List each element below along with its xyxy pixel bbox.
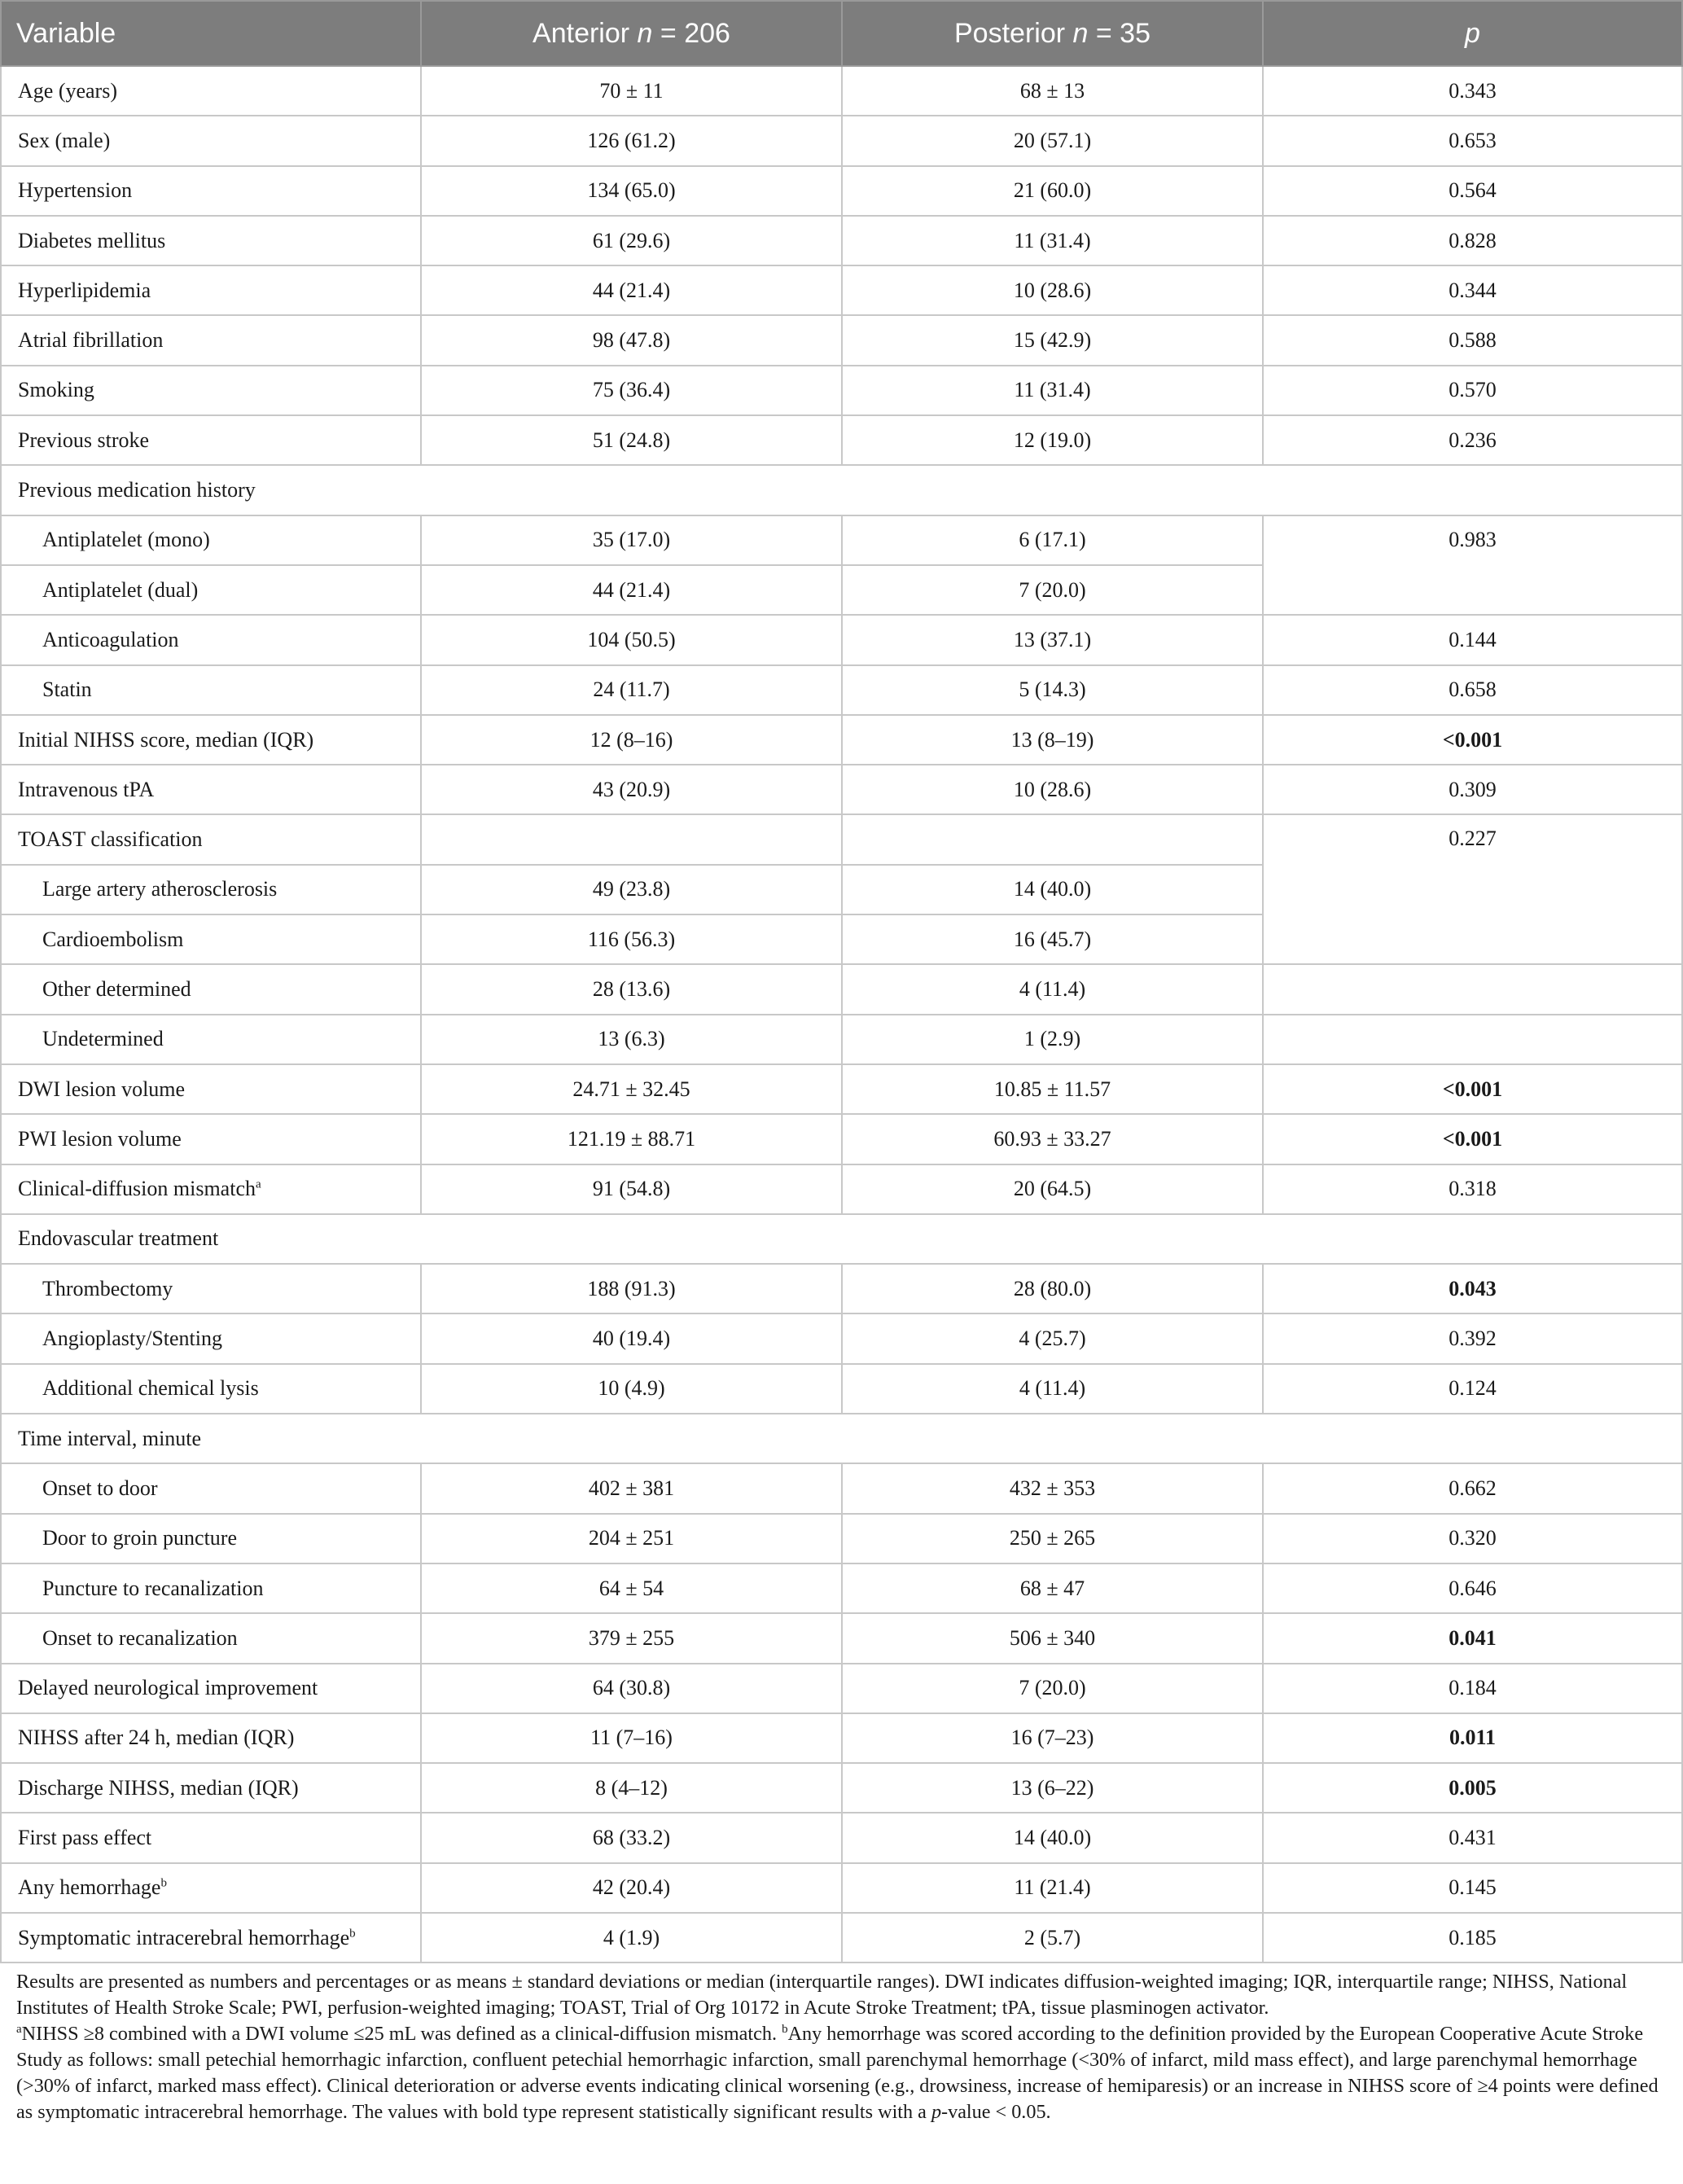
cell-posterior: 28 (80.0) <box>842 1264 1263 1313</box>
cell-posterior: 1 (2.9) <box>842 1015 1263 1064</box>
row-label: Cardioembolism <box>1 914 421 964</box>
cell-anterior: 44 (21.4) <box>421 265 842 315</box>
row-label: Intravenous tPA <box>1 765 421 814</box>
table-row <box>1 415 1682 465</box>
row-label: Antiplatelet (mono) <box>1 515 421 565</box>
table-row <box>1 765 1682 814</box>
row-label: Thrombectomy <box>1 1264 421 1313</box>
header-p-value: p <box>1263 1 1682 66</box>
row-label: Hypertension <box>1 166 421 216</box>
cell-posterior: 4 (11.4) <box>842 964 1263 1014</box>
header-row <box>1 1 1682 66</box>
table-row <box>1 315 1682 365</box>
cell-anterior <box>421 814 842 864</box>
header-posterior: Posterior n = 35 <box>842 1 1263 66</box>
cell-anterior: 188 (91.3) <box>421 1264 842 1313</box>
cell-posterior: 12 (19.0) <box>842 415 1263 465</box>
table-row <box>1 1613 1682 1663</box>
cell-posterior: 68 ± 47 <box>842 1563 1263 1613</box>
cell-p: 0.236 <box>1263 415 1682 465</box>
cell-anterior: 51 (24.8) <box>421 415 842 465</box>
cell-anterior: 44 (21.4) <box>421 565 842 615</box>
cell-anterior: 68 (33.2) <box>421 1813 842 1862</box>
cell-p: 0.658 <box>1263 665 1682 715</box>
table-row <box>1 1664 1682 1713</box>
cell-anterior: 204 ± 251 <box>421 1514 842 1563</box>
table-footnotes <box>16 1969 1661 2125</box>
row-label: Initial NIHSS score, median (IQR) <box>1 715 421 765</box>
header-anterior: Anterior n = 206 <box>421 1 842 66</box>
cell-posterior: 11 (31.4) <box>842 366 1263 415</box>
table-row <box>1 1114 1682 1164</box>
cell-anterior: 24 (11.7) <box>421 665 842 715</box>
table-row <box>1 1813 1682 1862</box>
cell-p: 0.392 <box>1263 1313 1682 1363</box>
cell-posterior: 16 (7–23) <box>842 1713 1263 1763</box>
cell-anterior: 134 (65.0) <box>421 166 842 216</box>
row-label: Previous stroke <box>1 415 421 465</box>
table-row <box>1 66 1682 116</box>
cell-anterior: 91 (54.8) <box>421 1164 842 1214</box>
cell-anterior: 49 (23.8) <box>421 865 842 914</box>
section-row <box>1 465 1682 515</box>
table-row <box>1 615 1682 664</box>
cell-p: 0.043 <box>1263 1264 1682 1313</box>
table-row <box>1 964 1682 1014</box>
cell-p: 0.662 <box>1263 1463 1682 1513</box>
cell-posterior: 15 (42.9) <box>842 315 1263 365</box>
row-label: TOAST classification <box>1 814 421 864</box>
table-row <box>1 366 1682 415</box>
cell-p: 0.144 <box>1263 615 1682 664</box>
row-label: First pass effect <box>1 1813 421 1862</box>
row-label: Any hemorrhage$^b$ <box>1 1863 421 1913</box>
table-row <box>1 116 1682 165</box>
cell-p: 0.184 <box>1263 1664 1682 1713</box>
cell-anterior: 64 (30.8) <box>421 1664 842 1713</box>
cell-anterior: 11 (7–16) <box>421 1713 842 1763</box>
row-label: Statin <box>1 665 421 715</box>
cell-p: 0.320 <box>1263 1514 1682 1563</box>
cell-anterior: 13 (6.3) <box>421 1015 842 1064</box>
cell-p <box>1263 964 1682 1014</box>
cell-posterior: 13 (37.1) <box>842 615 1263 664</box>
table-row <box>1 166 1682 216</box>
cell-p: <0.001 <box>1263 1064 1682 1114</box>
row-label: Discharge NIHSS, median (IQR) <box>1 1763 421 1813</box>
cell-anterior: 121.19 ± 88.71 <box>421 1114 842 1164</box>
cell-posterior: 6 (17.1) <box>842 515 1263 565</box>
cell-anterior: 402 ± 381 <box>421 1463 842 1513</box>
table-row <box>1 715 1682 765</box>
cell-posterior: 506 ± 340 <box>842 1613 1263 1663</box>
row-label: Clinical-diffusion mismatch$^a$ <box>1 1164 421 1214</box>
cell-p: 0.343 <box>1263 66 1682 116</box>
row-label: Diabetes mellitus <box>1 216 421 265</box>
table-row <box>1 1913 1682 1963</box>
cell-anterior: 35 (17.0) <box>421 515 842 565</box>
cell-posterior: 10 (28.6) <box>842 765 1263 814</box>
cell-posterior: 2 (5.7) <box>842 1913 1263 1963</box>
cell-posterior: 13 (6–22) <box>842 1763 1263 1813</box>
table-row <box>1 1514 1682 1563</box>
footnote-marker: a <box>255 1178 261 1191</box>
cell-posterior: 5 (14.3) <box>842 665 1263 715</box>
cell-anterior: 43 (20.9) <box>421 765 842 814</box>
table-row <box>1 1763 1682 1813</box>
cell-posterior: 13 (8–19) <box>842 715 1263 765</box>
table-row <box>1 1563 1682 1613</box>
row-label: NIHSS after 24 h, median (IQR) <box>1 1713 421 1763</box>
cell-anterior: 70 ± 11 <box>421 66 842 116</box>
footnote-marker: b <box>160 1876 167 1890</box>
cell-anterior: 75 (36.4) <box>421 366 842 415</box>
row-label: Delayed neurological improvement <box>1 1664 421 1713</box>
cell-posterior: 11 (21.4) <box>842 1863 1263 1913</box>
cell-p: 0.344 <box>1263 265 1682 315</box>
table-row <box>1 265 1682 315</box>
row-label: Age (years) <box>1 66 421 116</box>
row-label: Onset to door <box>1 1463 421 1513</box>
cell-posterior: 20 (57.1) <box>842 116 1263 165</box>
cell-posterior: 68 ± 13 <box>842 66 1263 116</box>
cell-p: 0.124 <box>1263 1364 1682 1414</box>
table-row <box>1 1863 1682 1913</box>
cell-p: 0.570 <box>1263 366 1682 415</box>
footnote-ab: $^a$NIHSS ≥8 combined with a DWI volume ≤25 mL was defined as a clinical-diffusion mismatch. $^b$Any hemorrhage was scored according to the definition provided by the European Cooperative Acute Stroke Study as follows: small petechial hemorrhagic infarction, confluent petechial hemorrhagic infarction, small parenchymal hemorrhage (<30% of infarct, mild mass effect), and large parenchymal hemorrhage (>30% of infarct, marked mass effect). Clinical deterioration or adverse events indicating clinical worsening (e.g., drowsiness, increase of hemiparesis) or an increase in NIHSS score of ≥4 points were defined as symptomatic intracerebral hemorrhage. The values with bold type represent statistically significant results with a p-value < 0.05. <box>16 2022 1659 2123</box>
row-label: Antiplatelet (dual) <box>1 565 421 615</box>
cell-anterior: 8 (4–12) <box>421 1763 842 1813</box>
row-label: Undetermined <box>1 1015 421 1064</box>
table-row <box>1 1364 1682 1414</box>
cell-posterior: 432 ± 353 <box>842 1463 1263 1513</box>
table-row <box>1 1264 1682 1313</box>
section-row <box>1 1214 1682 1264</box>
table-row <box>1 515 1682 565</box>
cell-posterior: 11 (31.4) <box>842 216 1263 265</box>
cell-p: 0.564 <box>1263 166 1682 216</box>
cell-p: 0.011 <box>1263 1713 1682 1763</box>
cell-p: 0.227 <box>1263 814 1682 964</box>
cell-p: 0.185 <box>1263 1913 1682 1963</box>
cell-p: 0.828 <box>1263 216 1682 265</box>
cell-p: <0.001 <box>1263 715 1682 765</box>
section-row <box>1 1414 1682 1463</box>
cell-posterior: 16 (45.7) <box>842 914 1263 964</box>
cell-p: 0.145 <box>1263 1863 1682 1913</box>
cell-posterior: 7 (20.0) <box>842 565 1263 615</box>
cell-p: 0.318 <box>1263 1164 1682 1214</box>
cell-anterior: 379 ± 255 <box>421 1613 842 1663</box>
cell-p: 0.309 <box>1263 765 1682 814</box>
table-row <box>1 1164 1682 1214</box>
cell-p: 0.005 <box>1263 1763 1682 1813</box>
cell-anterior: 42 (20.4) <box>421 1863 842 1913</box>
cell-posterior: 21 (60.0) <box>842 166 1263 216</box>
cell-anterior: 24.71 ± 32.45 <box>421 1064 842 1114</box>
cell-posterior: 10.85 ± 11.57 <box>842 1064 1263 1114</box>
cell-posterior: 20 (64.5) <box>842 1164 1263 1214</box>
cell-p: 0.653 <box>1263 116 1682 165</box>
table-row <box>1 1713 1682 1763</box>
cell-p: 0.431 <box>1263 1813 1682 1862</box>
row-label: Atrial fibrillation <box>1 315 421 365</box>
cell-anterior: 28 (13.6) <box>421 964 842 1014</box>
row-label: Angioplasty/Stenting <box>1 1313 421 1363</box>
row-label: Sex (male) <box>1 116 421 165</box>
cell-p <box>1263 1015 1682 1064</box>
cell-posterior <box>842 814 1263 864</box>
row-label: DWI lesion volume <box>1 1064 421 1114</box>
row-label: Other determined <box>1 964 421 1014</box>
table-row <box>1 1015 1682 1064</box>
cell-posterior: 4 (25.7) <box>842 1313 1263 1363</box>
cell-anterior: 4 (1.9) <box>421 1913 842 1963</box>
cell-anterior: 10 (4.9) <box>421 1364 842 1414</box>
cell-anterior: 64 ± 54 <box>421 1563 842 1613</box>
table-row <box>1 1313 1682 1363</box>
cell-p: 0.041 <box>1263 1613 1682 1663</box>
table-row <box>1 1064 1682 1114</box>
cell-p: 0.983 <box>1263 515 1682 616</box>
section-label: Previous medication history <box>1 465 1682 515</box>
row-label: Door to groin puncture <box>1 1514 421 1563</box>
cell-posterior: 4 (11.4) <box>842 1364 1263 1414</box>
cell-anterior: 61 (29.6) <box>421 216 842 265</box>
row-label: PWI lesion volume <box>1 1114 421 1164</box>
cell-posterior: 7 (20.0) <box>842 1664 1263 1713</box>
table-row <box>1 814 1682 864</box>
section-label: Time interval, minute <box>1 1414 1682 1463</box>
table-row <box>1 216 1682 265</box>
cell-posterior: 60.93 ± 33.27 <box>842 1114 1263 1164</box>
cell-p: 0.588 <box>1263 315 1682 365</box>
row-label: Symptomatic intracerebral hemorrhage$^b$ <box>1 1913 421 1963</box>
cell-anterior: 12 (8–16) <box>421 715 842 765</box>
footnote-marker: b <box>349 1926 356 1940</box>
cell-posterior: 14 (40.0) <box>842 865 1263 914</box>
cell-anterior: 98 (47.8) <box>421 315 842 365</box>
cell-anterior: 40 (19.4) <box>421 1313 842 1363</box>
table-row <box>1 665 1682 715</box>
cell-posterior: 10 (28.6) <box>842 265 1263 315</box>
row-label: Puncture to recanalization <box>1 1563 421 1613</box>
cell-posterior: 250 ± 265 <box>842 1514 1263 1563</box>
cell-p: 0.646 <box>1263 1563 1682 1613</box>
row-label: Onset to recanalization <box>1 1613 421 1663</box>
cell-posterior: 14 (40.0) <box>842 1813 1263 1862</box>
table-row <box>1 1463 1682 1513</box>
cell-anterior: 126 (61.2) <box>421 116 842 165</box>
cell-anterior: 116 (56.3) <box>421 914 842 964</box>
section-label: Endovascular treatment <box>1 1214 1682 1264</box>
cell-anterior: 104 (50.5) <box>421 615 842 664</box>
row-label: Large artery atherosclerosis <box>1 865 421 914</box>
header-variable: Variable <box>1 1 421 66</box>
row-label: Anticoagulation <box>1 615 421 664</box>
row-label: Hyperlipidemia <box>1 265 421 315</box>
row-label: Smoking <box>1 366 421 415</box>
cell-p: <0.001 <box>1263 1114 1682 1164</box>
footnote-main: Results are presented as numbers and percentages or as means ± standard deviations or median (interquartile ranges). DWI indicates diffusion-weighted imaging; IQR, interquartile range; NIHSS, National Institutes of Health Stroke Scale; PWI, perfusion-weighted imaging; TOAST, Trial of Org 10172 in Acute Stroke Treatment; tPA, tissue plasminogen activator. <box>16 1971 1628 2019</box>
row-label: Additional chemical lysis <box>1 1364 421 1414</box>
